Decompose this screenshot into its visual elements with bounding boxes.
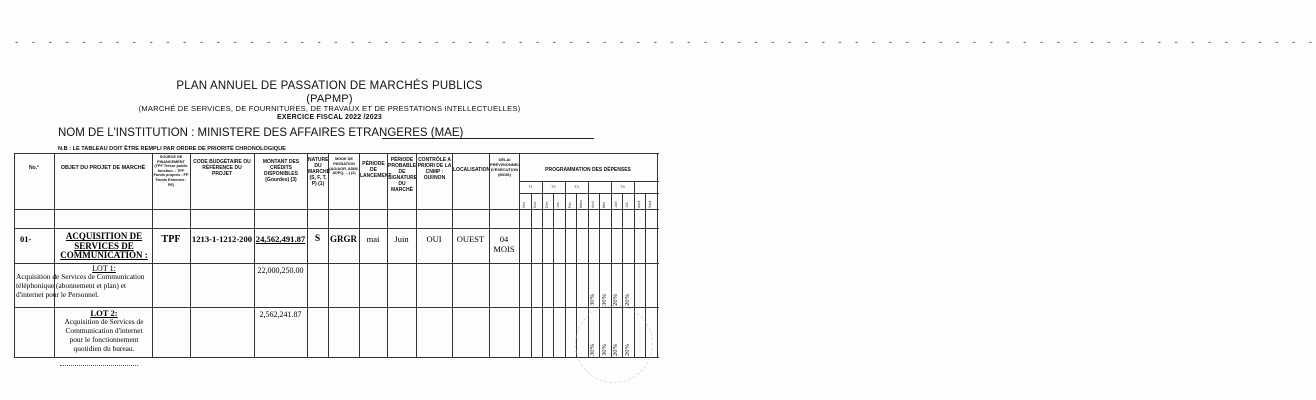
quarter-t3: T3 xyxy=(574,184,579,189)
month-juin: Juin xyxy=(614,201,618,208)
document-title: PLAN ANNUEL DE PASSATION DE MARCHÉS PUBLICS xyxy=(176,80,483,92)
row-controle: OUI xyxy=(426,234,442,244)
lot2-label: LOT 2: xyxy=(90,308,118,318)
institution-underline xyxy=(382,138,594,139)
month-mai: Mai xyxy=(602,202,606,208)
lot2-montant: 2,562,241.87 xyxy=(259,310,302,319)
row-nature: S xyxy=(314,234,321,244)
row-code: 1213-1-1212-200 xyxy=(191,234,253,244)
col-header-no: No.° xyxy=(28,165,40,171)
col-header-montant: MONTANT DES CRÉDITS DISPONIBLES (Gourdes) (3) xyxy=(262,159,300,183)
lot1-pct-mai: 30% xyxy=(589,293,596,306)
lot2-description: Acquisition de Services de Communication d'internet pour le fonctionnement quotidien du bureau. xyxy=(64,317,144,353)
row-localisation: OUEST xyxy=(456,234,485,244)
institution-name: NOM DE L'INSTITUTION : MINISTERE DES AFFAIRES ETRANGERES (MAE) xyxy=(58,127,464,139)
lot2-pct-juil: 20% xyxy=(612,343,619,356)
row-delai: 04 MOIS xyxy=(493,234,515,254)
lot2-pct-aout: 20% xyxy=(624,343,631,356)
row-montant: 24,562,491.87 xyxy=(255,234,306,244)
month-jan: Jan xyxy=(556,202,560,208)
month-sept: Sept xyxy=(648,200,652,208)
lot1-description: Acquisition de Services de Communication téléphonique (abonnement et plan) et d'internet pour le Personnel. xyxy=(16,272,145,299)
row-signature: Juin xyxy=(394,234,409,244)
month-aout: Août xyxy=(637,200,641,208)
row-number: 01- xyxy=(20,234,32,244)
month-oct: Oct xyxy=(522,202,526,208)
lot2-pct-juin: 30% xyxy=(601,343,608,356)
fiscal-year: EXERCICE FISCAL 2022 /2023 xyxy=(276,114,383,121)
month-nov: Nov xyxy=(533,201,537,208)
document-subtitle: (MARCHÉ DE SERVICES, DE FOURNITURES, DE TRAVAUX ET DE PRESTATIONS INTELLECTUELLES) xyxy=(138,104,521,113)
top-dashed-rule: - - - - - - - - - - - - - - - - - - - - - - - - - - - - - - - - - - - - - - - - - - - - - - - - - - - - - - - - - - - - - - - - - - - - - - - - - - - - - - xyxy=(14,38,1316,48)
row-source: TPF xyxy=(161,234,181,245)
col-header-mode: MODE DE PASSATION (AO/AOR, ADIM, ADPQ, ...) (2) xyxy=(329,157,359,176)
col-header-signature: PÉRIODE PROBABLE DE SIGNATURE DU MARCHÉ xyxy=(388,157,418,193)
month-mars: Mars xyxy=(579,200,583,208)
quarter-t4: T4 xyxy=(620,184,625,189)
official-stamp xyxy=(575,305,653,383)
signature-line xyxy=(60,365,138,366)
col-header-source: SOURCE DE FINANCEMENT (TPF Trésor public fonction. : TPF Fonds propres : FP Fonds Externes : FE) xyxy=(153,155,189,187)
month-juil: Juil xyxy=(625,202,629,208)
lot2-pct-mai: 30% xyxy=(589,343,596,356)
col-header-localisation: LOCALISATION xyxy=(453,167,491,173)
quarter-t1: T1 xyxy=(528,184,533,189)
col-header-code: CODE BUDGÉTAIRE OU RÉFÉRENCE DU PROJET xyxy=(193,159,251,177)
row-periode: mai xyxy=(366,234,380,244)
document-acronym: (PAPMP) xyxy=(306,93,353,105)
col-header-programmation: PROGRAMMATION DES DÉPENSES xyxy=(545,167,631,173)
row-mode: GRGR xyxy=(330,234,357,244)
col-header-nature: NATURE DU MARCHÉ (S, F, T, P) (1) xyxy=(308,157,330,187)
month-avril: Avril xyxy=(591,201,595,208)
col-header-periode: PÉRIODE DE LANCEMENT xyxy=(360,161,392,179)
col-header-delai: DÉLAI PRÉVISIONNEL D'EXÉCUTION (MOIS) xyxy=(490,157,520,177)
col-header-objet: OBJET DU PROJET DE MARCHÉ xyxy=(60,165,146,171)
lot1-montant: 22,000,250.00 xyxy=(257,266,304,275)
row-objet: ACQUISITION DE SERVICES DE COMMUNICATION : xyxy=(60,231,148,261)
lot1-pct-juil: 20% xyxy=(612,293,619,306)
table-note: N.B : LE TABLEAU DOIT ÊTRE REMPLI PAR ORDRE DE PRIORITÉ CHRONOLOGIQUE xyxy=(58,146,286,152)
lot1-pct-aout: 20% xyxy=(624,293,631,306)
lot1-label: LOT 1: xyxy=(92,264,116,273)
month-dec: Déc xyxy=(545,201,549,208)
quarter-t2: T2 xyxy=(551,184,556,189)
month-fev: Fév xyxy=(568,202,572,208)
col-header-controle: CONTRÔLE A PRIORI DE LA CNMP : OUI/NON xyxy=(417,157,452,181)
procurement-table xyxy=(14,153,659,398)
lot1-pct-juin: 30% xyxy=(601,293,608,306)
